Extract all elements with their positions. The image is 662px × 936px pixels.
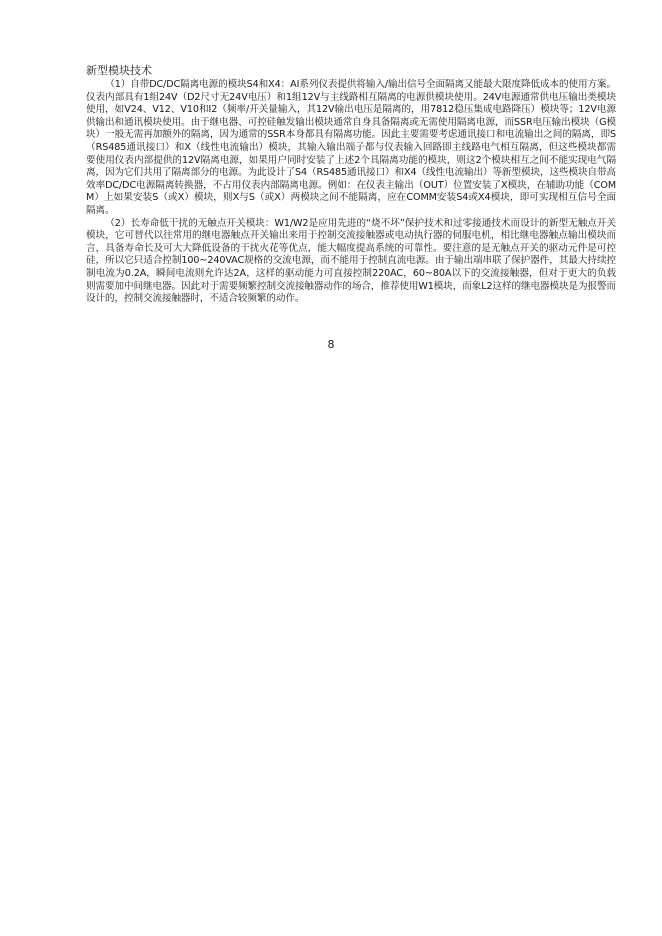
section-title: 新型模块技术 xyxy=(86,64,152,77)
document-body xyxy=(86,63,616,306)
paragraph-dcdc-isolated-modules: （1）自带DC/DC隔离电源的模块S4和X4：AI系列仪表提供将输入/输出信号全面隔离又能最大限度降低成本的使用方案。仪表内部具有1组24V（D2尺寸无24V电压）和1组12V与主线路相互隔离的电源供模块使用。24V电源通常供电压输出类模块使用，如V24、V12、V10和I2（频率/开关量输入，其12V输出电压是隔离的，用7812稳压集成电路降压）模块等；12V电源供输出和通讯模块使用。由于继电器、可控硅触发输出模块通常自身具备隔离或无需使用隔离电源，而SSR电压输出模块（G模块）一般无需再加额外的隔离，因为通常的SSR本身都具有隔离功能。因此主要需要考虑通讯接口和电流输出之间的隔离，即S（RS485通讯接口）和X（线性电流输出）模块，其输入输出端子都与仪表输入回路即主线路电气相互隔离，但这些模块都需要使用仪表内部提供的12V隔离电源，如果用户同时安装了上述2个具隔离功能的模块，则这2个模块相互之间不能实现电气隔离，因为它们共用了隔离部分的电源。为此设计了S4（RS485通讯接口）和X4（线性电流输出）等新型模块，这些模块自带高效率DC/DC电源隔离转换器，不占用仪表内部隔离电源。例如：在仪表主输出（OUT）位置安装了X模块，在辅助功能（COMM）上如果安装S（或X）模块，则X与S（或X）两模块之间不能隔离，应在COMM安装S4或X4模块，即可实现相互信号全面隔离。 xyxy=(86,79,616,216)
paragraph-contactless-switch-modules: （2）长寿命低干扰的无触点开关模块：W1/W2是应用先进的“烧不坏”保护技术和过零接通技术而设计的新型无触点开关模块，它可替代以往常用的继电器触点开关输出来用于控制交流接触器或电动执行器的伺服电机，相比继电器触点输出模块而言，具备寿命长及可大大降低设备的干扰火花等优点，能大幅度提高系统的可靠性。要注意的是无触点开关的驱动元件是可控硅，所以它只适合控制100~240VAC规格的交流电源，而不能用于控制直流电源。由于输出端串联了保护器件，其最大持续控制电流为0.2A，瞬间电流则允许达2A，这样的驱动能力可直接控制220AC，60~80A以下的交流接触器，但对于更大的负载则需要加中间继电器。因此对于需要频繁控制交流接触器动作的场合，推荐使用W1模块，而象L2这样的继电器模块是为报警而设计的，控制交流接触器时，不适合较频繁的动作。 xyxy=(86,217,616,305)
page-number: 8 xyxy=(327,338,335,351)
